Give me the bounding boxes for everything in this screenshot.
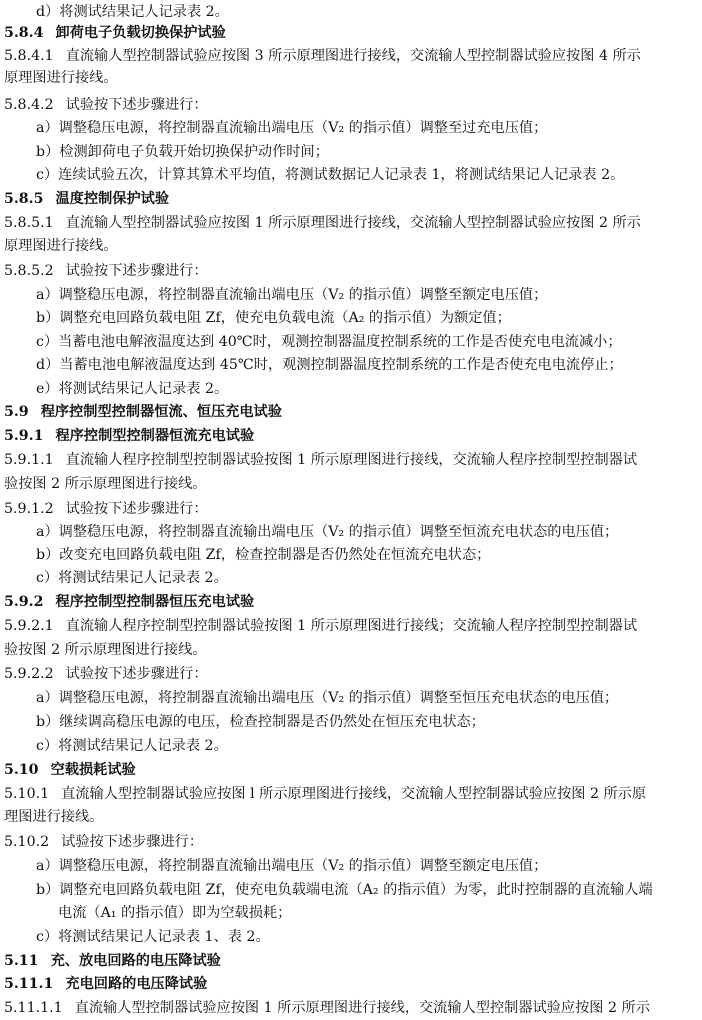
paragraph: 5.9.2.1 直流输人程序控制型控制器试验按图 1 所示原理图进行接线；交流输人程序控制型控制器试 (4, 618, 638, 634)
list-item: c）将测试结果记人记录表 1、表 2。 (36, 929, 270, 945)
list-item: d）当蓄电池电解液温度达到 45℃时，观测控制器温度控制系统的工作是否使充电电流停止； (36, 357, 623, 373)
paragraph-continuation: 理图进行接线。 (4, 809, 104, 825)
paragraph: 5.9.2.2 试验按下述步骤进行： (4, 666, 208, 682)
list-item: a）调整稳压电源，将控制器直流输出端电压（V₂ 的指示值）调整至过充电压值； (36, 120, 548, 136)
section-heading: 5.8.4 卸荷电子负载切换保护试验 (4, 25, 226, 41)
paragraph-continuation: 原理图进行接线。 (4, 238, 118, 254)
list-item: b）改变充电回路负载电阻 Zf，检查控制器是否仍然处在恒流充电状态； (36, 547, 491, 563)
section-heading: 5.8.5 温度控制保护试验 (4, 191, 170, 207)
paragraph-continuation: 原理图进行接线。 (4, 70, 118, 86)
list-item: c）连续试验五次，计算其算术平均值，将测试数据记人记录表 1，将测试结果记人记录表 2。 (36, 167, 625, 183)
section-heading: 5.9.1 程序控制型控制器恒流充电试验 (4, 428, 255, 444)
paragraph: 5.9.1.1 直流输人程序控制型控制器试验按图 1 所示原理图进行接线，交流输人程序控制型控制器试 (4, 452, 638, 468)
list-item-continuation: 电流（A₁ 的指示值）即为空载损耗； (58, 905, 292, 921)
list-item: a）调整稳压电源，将控制器直流输出端电压（V₂ 的指示值）调整至额定电压值； (36, 287, 548, 303)
paragraph: 5.8.5.1 直流输人型控制器试验应按图 1 所示原理图进行接线，交流输人型控制器试验应按图 2 所示 (4, 215, 641, 231)
section-heading: 5.11 充、放电回路的电压降试验 (4, 953, 221, 969)
paragraph: 5.8.4.1 直流输人型控制器试验应按图 3 所示原理图进行接线，交流输人型控制器试验应按图 4 所示 (4, 48, 641, 64)
list-item: c）将测试结果记人记录表 2。 (36, 570, 228, 586)
paragraph: 5.10.1 直流输人型控制器试验应按图 l 所示原理图进行接线，交流输人型控制器试验应按图 2 所示原 (4, 786, 647, 802)
list-item: a）调整稳压电源，将控制器直流输出端电压（V₂ 的指示值）调整至恒流充电状态的电压值； (36, 524, 619, 540)
section-heading: 5.9.2 程序控制型控制器恒压充电试验 (4, 594, 255, 610)
list-item: b）调整充电回路负载电阻 Zf，使充电负载电流（A₂ 的指示值）为额定值； (36, 310, 511, 326)
section-heading: 5.10 空载损耗试验 (4, 762, 136, 778)
paragraph: 5.11.1.1 直流输人型控制器试验应按图 1 所示原理图进行接线，交流输人型控制器试验应按图 2 所示 (4, 1000, 650, 1016)
paragraph: 5.10.2 试验按下述步骤进行： (4, 834, 204, 850)
list-item: e）将测试结果记人记录表 2。 (36, 381, 229, 397)
list-item: b）调整充电回路负载电阻 Zf，使充电负载端电流（A₂ 的指示值）为零，此时控制器的直流输人端 (36, 882, 653, 898)
list-item: c）当蓄电池电解液温度达到 40℃时，观测控制器温度控制系统的工作是否使充电电流减小； (36, 334, 622, 350)
paragraph: 5.8.4.2 试验按下述步骤进行： (4, 97, 208, 113)
paragraph-continuation: 验按图 2 所示原理图进行接线。 (4, 476, 207, 492)
list-item: d）将测试结果记人记录表 2。 (36, 4, 229, 20)
list-item: b）检测卸荷电子负载开始切换保护动作时间； (36, 144, 329, 160)
paragraph-continuation: 验按图 2 所示原理图进行接线。 (4, 642, 207, 658)
list-item: a）调整稳压电源，将控制器直流输出端电压（V₂ 的指示值）调整至额定电压值； (36, 858, 548, 874)
list-item: c）将测试结果记人记录表 2。 (36, 738, 228, 754)
paragraph: 5.9.1.2 试验按下述步骤进行： (4, 501, 208, 517)
section-heading: 5.9 程序控制型控制器恒流、恒压充电试验 (4, 404, 282, 420)
list-item: b）继续调高稳压电源的电压，检查控制器是否仍然处在恒压充电状态； (36, 714, 485, 730)
section-heading: 5.11.1 充电回路的电压降试验 (4, 976, 208, 992)
paragraph: 5.8.5.2 试验按下述步骤进行： (4, 263, 208, 279)
list-item: a）调整稳压电源，将控制器直流输出端电压（V₂ 的指示值）调整至恒压充电状态的电压值； (36, 690, 619, 706)
